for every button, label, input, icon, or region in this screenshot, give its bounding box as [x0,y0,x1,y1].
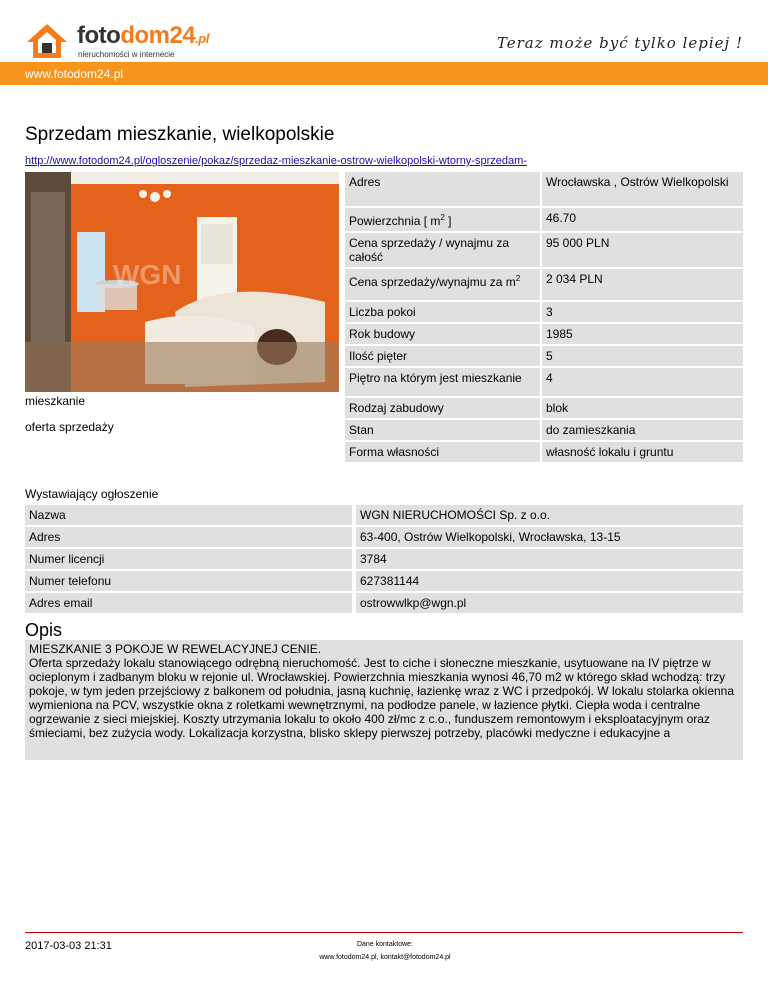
lister-table [25,503,743,615]
logo-wordmark: fotodom24.pl [77,22,209,49]
prop-value: do zamieszkania [542,420,743,440]
lister-value: WGN NIERUCHOMOŚCI Sp. z o.o. [356,505,743,525]
property-details-table [345,170,743,464]
slogan: Teraz może być tylko lepiej ! [496,34,743,52]
prop-value: blok [542,398,743,418]
description-headline: MIESZKANIE 3 POKOJE W REWELACYJNEJ CENIE. [29,642,322,656]
lister-value: 63-400, Ostrów Wielkopolski, Wrocławska, 13-15 [356,527,743,547]
listing-photo [25,172,339,392]
footer-contact-label: Dane kontaktowe: [356,941,414,948]
table-row [345,208,743,231]
prop-value: 3 [542,302,743,322]
prop-value: 46.70 [542,208,743,231]
prop-value: własność lokalu i gruntu [542,442,743,462]
prop-label: Piętro na którym jest mieszkanie [345,368,542,396]
description-heading: Opis [25,620,63,640]
lister-value: ostrowwlkp@wgn.pl [356,593,743,613]
logo-tagline: nieruchomości w internecie [78,50,175,59]
footer-contact-value[interactable]: www.fotodom24.pl, kontakt@fotodom24.pl [319,954,451,961]
footer-contact [300,938,470,964]
banner-site-link[interactable]: www.fotodom24.pl [25,67,124,81]
lister-label: Adres [25,527,356,547]
lister-label: Numer telefonu [25,571,356,591]
listing-url-link[interactable]: http://www.fotodom24.pl/ogloszenie/pokaz/sprzedaz-mieszkanie-ostrow-wielkopolski-wtorny-sprzedam- [25,155,527,167]
prop-value: 95 000 PLN [542,233,743,267]
site-logo[interactable] [25,22,215,62]
prop-label: Powierzchnia [ $m^2$ ] [345,208,542,231]
prop-value: Wrocławska , Ostrów Wielkopolski [542,172,743,206]
table-row [25,505,743,525]
description-body: Oferta sprzedaży lokalu stanowiącego odrębną nieruchomość. Jest to ciche i słoneczne mieszkanie, usytuowane na IV piętrze w ocieplonym i zadbanym bloku w rejonie ul. Wrocławskiej. Powierzchnia mieszkania wynosi 46,70 m2 w którego skład wchodzą: trzy pokoje, w tym jeden przejściowy z balkonem od południa, jasną kuchnię, łazienkę wraz z WC i przedpokój. W lokalu stolarka okienna wymieniona na PCV, wszystkie okna z roletkami wewnętrznymi, na podłodze panele, w łazience płytki. Ciepła woda i centralne ogrzewanie z sieci miejskiej. Koszty utrzymania lokalu to około 400 zł/mc z c.o., funduszem remontowym i eksploatacyjnym oraz śmieciami, bez zużycia wody. Lokalizacja korzystna, blisko sklepy pierwszej potrzeby, placówki medyczne i edukacyjne a [29,656,735,740]
prop-label: Ilość pięter [345,346,542,366]
prop-label: Cena sprzedaży / wynajmu za całość [345,233,542,267]
table-row [345,233,743,267]
prop-label: Rok budowy [345,324,542,344]
table-row [345,269,743,300]
lister-value: 627381144 [356,571,743,591]
prop-label: Forma własności [345,442,542,462]
footer-divider [25,932,743,933]
prop-value: 1985 [542,324,743,344]
prop-label: Cena sprzedaży/wynajmu za $m^2$ [345,269,542,300]
table-row [25,593,743,613]
description-box [25,640,743,760]
prop-label: Rodzaj zabudowy [345,398,542,418]
orange-banner [0,62,768,85]
property-type-label: mieszkanie [25,394,86,408]
prop-label: Stan [345,420,542,440]
listing-title: Sprzedam mieszkanie, wielkopolskie [25,124,335,145]
table-row [345,398,743,418]
table-row [345,172,743,206]
table-row [25,571,743,591]
table-row [345,324,743,344]
listing-meta [25,394,114,446]
prop-value: 5 [542,346,743,366]
lister-value: 3784 [356,549,743,569]
prop-label: Adres [345,172,542,206]
table-row [345,442,743,462]
table-row [345,420,743,440]
lister-heading: Wystawiający ogłoszenie [25,487,159,501]
page-header [0,0,768,60]
table-row [345,368,743,396]
table-row [25,549,743,569]
prop-value: 4 [542,368,743,396]
table-row [345,302,743,322]
lister-label: Adres email [25,593,356,613]
photo-watermark: WGN [113,259,182,290]
table-row [345,346,743,366]
lister-label: Numer licencji [25,549,356,569]
prop-label: Liczba pokoi [345,302,542,322]
lister-label: Nazwa [25,505,356,525]
offer-type-label: oferta sprzedaży [25,420,114,434]
room-photo-image [25,172,339,392]
house-logo-icon [25,22,69,60]
footer-date: 2017-03-03 21:31 [25,940,112,952]
table-row [25,527,743,547]
prop-value: 2 034 PLN [542,269,743,300]
